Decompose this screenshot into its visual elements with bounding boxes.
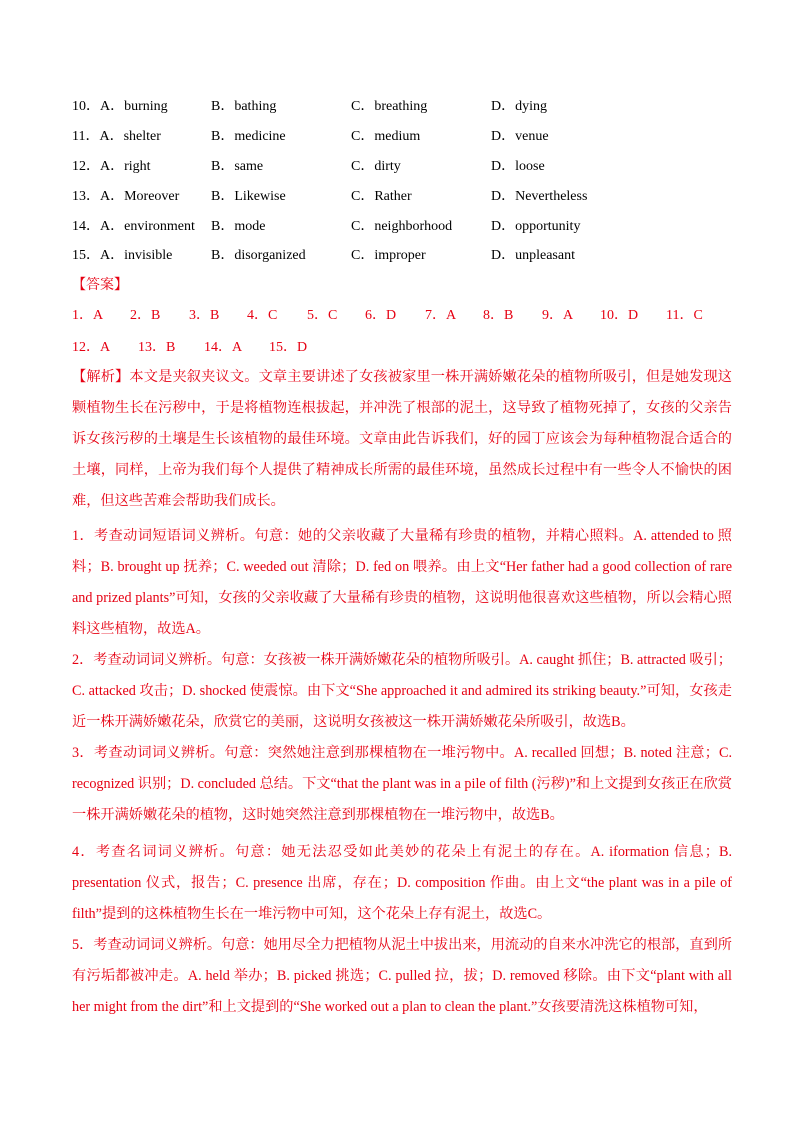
answer-item: 4．C [247, 308, 278, 323]
option-a-text: A．environment [100, 219, 195, 234]
option-d: D．Nevertheless [491, 189, 588, 204]
option-b: B．same [211, 159, 264, 174]
option-d: D．dying [491, 99, 547, 114]
answer-item: 12．A [72, 340, 111, 355]
analysis-paragraph-1: 1．考查动词短语词义辨析。句意：她的父亲收藏了大量稀有珍贵的植物，并精心照料。A. attended to 照料；B. brought up 抚养；C. weeded out 清除；D. fed on 喂养。由上文“Her father had a good collection of rare and prized plants”可知，女孩的父亲收藏了大量稀有珍贵的植物，这说明他很喜欢这些植物，所以会精心照料这些植物，故选A。 [72, 528, 732, 637]
option-a-text: A．burning [100, 99, 168, 114]
option-a [72, 97, 168, 117]
option-a-text: A．Moreover [100, 189, 180, 204]
question-number: 10． [72, 99, 100, 114]
answer-item: 10．D [600, 308, 639, 323]
option-d: D．unpleasant [491, 248, 575, 263]
answer-item: 8．B [483, 308, 514, 323]
option-c: C．neighborhood [351, 219, 453, 234]
question-number: 12． [72, 159, 100, 174]
answer-item: 11．C [666, 308, 703, 323]
option-c: C．Rather [351, 189, 412, 204]
option-c: C．medium [351, 129, 421, 144]
analysis-paragraph-summary: 【解析】本文是夹叙夹议文。文章主要讲述了女孩被家里一株开满娇嫩花朵的植物所吸引，但是她发现这颗植物生长在污秽中，于是将植物连根拔起，并冲洗了根部的泥土，这导致了植物死掉了，女孩的父亲告诉女孩污秽的土壤是生长该植物的最佳环境。文章由此告诉我们，好的园丁应该会为每种植物混合适合的土壤，同样，上帝为我们每个人提供了精神成长所需的最佳环境，虽然成长过程中有一些令人不愉快的困难，但这些苦难会帮助我们成长。 [72, 369, 732, 509]
option-a [72, 127, 161, 147]
answer-item: 5．C [307, 308, 338, 323]
option-b: B．bathing [211, 99, 277, 114]
question-number: 15． [72, 248, 100, 263]
option-c: C．breathing [351, 99, 428, 114]
option-a-text: A．shelter [99, 129, 161, 144]
option-b: B．medicine [211, 129, 286, 144]
option-b: B．Likewise [211, 189, 286, 204]
option-d: D．opportunity [491, 219, 581, 234]
answer-item: 7．A [425, 308, 457, 323]
analysis-paragraph-4: 4．考查名词词义辨析。句意：她无法忍受如此美妙的花朵上有泥土的存在。A. iformation 信息；B. presentation 仪式，报告；C. presence 出席，存在；D. composition 作曲。由上文“the plant was in a pile of filth”提到的这株植物生长在一堆污物中可知，这个花朵上存有泥土，故选C。 [72, 844, 732, 922]
option-c: C．dirty [351, 159, 401, 174]
option-b: B．mode [211, 219, 266, 234]
question-number: 14． [72, 219, 100, 234]
option-a [72, 217, 195, 237]
option-a-text: A．invisible [100, 248, 173, 263]
answer-item: 9．A [542, 308, 574, 323]
answer-item: 15．D [269, 340, 308, 355]
option-c: C．improper [351, 248, 426, 263]
option-a [72, 187, 179, 207]
option-b: B．disorganized [211, 248, 306, 263]
option-a [72, 246, 172, 266]
answer-item: 2．B [130, 308, 161, 323]
analysis-paragraph-3: 3．考查动词词义辨析。句意：突然她注意到那棵植物在一堆污物中。A. recalled 回想；B. noted 注意；C. recognized 识别；D. concluded 总结。下文“that the plant was in a pile of filth (污秽)”和上文提到女孩正在欣赏一株开满娇嫩花朵的植物，这时她突然注意到那棵植物在一堆污物中，故选B。 [72, 745, 732, 823]
analysis-paragraph-2: 2．考查动词词义辨析。句意：女孩被一株开满娇嫩花朵的植物所吸引。A. caught 抓住；B. attracted 吸引；C. attacked 攻击；D. shocked 使震惊。由下文“She approached it and admired its striking beauty.”可知，女孩走近一株开满娇嫩花朵，欣赏它的美丽，这说明女孩被这一株开满娇嫩花朵所吸引，故选B。 [72, 652, 732, 730]
answer-item: 6．D [365, 308, 397, 323]
answer-item: 1．A [72, 308, 104, 323]
question-number: 11． [72, 129, 100, 144]
answer-title: 【答案】 [72, 278, 128, 293]
analysis-paragraph-5: 5．考查动词词义辨析。句意：她用尽全力把植物从泥土中拔出来，用流动的自来水冲洗它的根部，直到所有污垢都被冲走。A. held 举办；B. picked 挑选；C. pulled 拉，拔；D. removed 移除。由下文“plant with all her might from the dirt”和上文提到的“She worked out a plan to clean the plant.”女孩要清洗这株植物可知， [72, 937, 732, 1015]
option-d: D．venue [491, 129, 549, 144]
answer-item: 13．B [138, 340, 176, 355]
question-number: 13． [72, 189, 100, 204]
option-d: D．loose [491, 159, 545, 174]
answer-item: 14．A [204, 340, 243, 355]
option-a-text: A．right [100, 159, 151, 174]
option-a [72, 157, 151, 177]
answer-item: 3．B [189, 308, 220, 323]
